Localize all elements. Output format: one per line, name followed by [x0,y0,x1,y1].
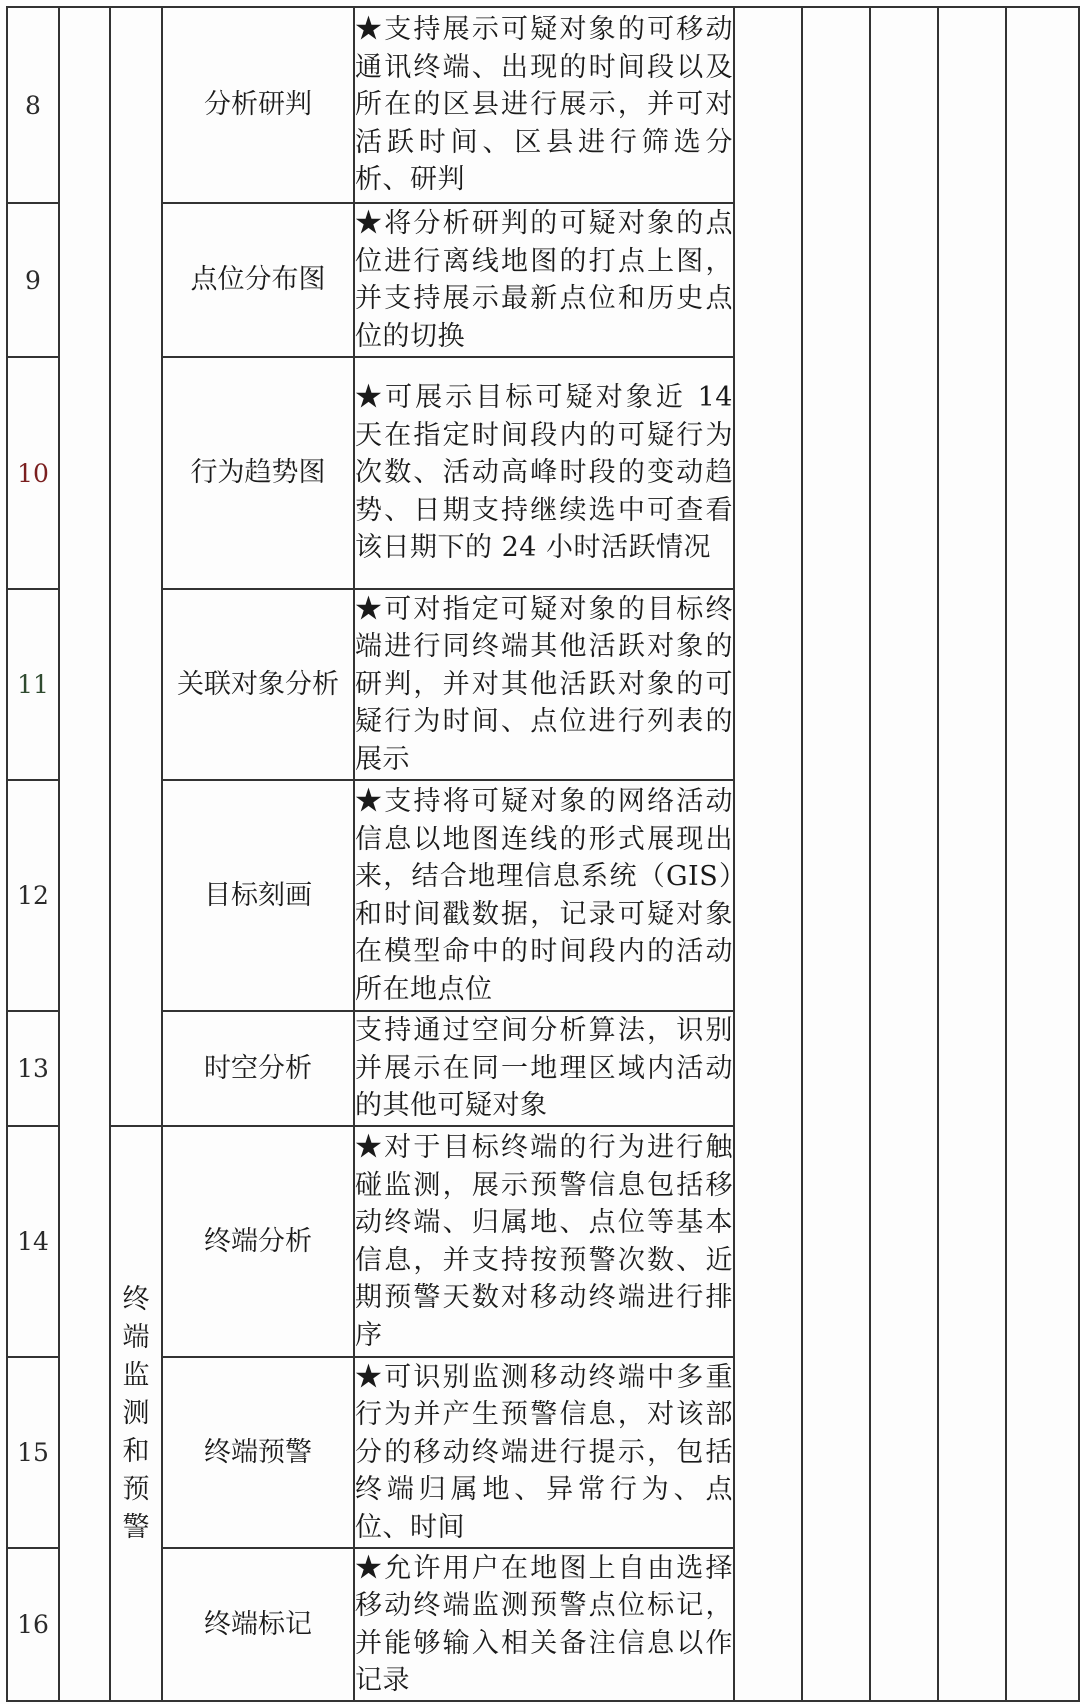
function-name: 终端分析 [162,1126,354,1357]
category-label: 终端监测和预警 [122,1283,150,1543]
row-number: 9 [7,203,59,357]
blank-column-1 [734,7,802,1701]
function-name: 时空分析 [162,1011,354,1126]
function-name: 行为趋势图 [162,357,354,589]
function-name: 终端预警 [162,1357,354,1548]
category-cell-secondary-blank [110,7,162,1126]
blank-column-4 [938,7,1006,1701]
row-number: 12 [7,780,59,1011]
function-description: ★可对指定可疑对象的目标终端进行同终端其他活跃对象的研判，并对其他活跃对象的可疑行为时间、点位进行列表的展示 [354,589,734,780]
function-description: ★将分析研判的可疑对象的点位进行离线地图的打点上图，并支持展示最新点位和历史点位的切换 [354,203,734,357]
row-number: 13 [7,1011,59,1126]
function-name: 终端标记 [162,1548,354,1701]
row-number: 14 [7,1126,59,1357]
row-number: 11 [7,589,59,780]
function-name: 点位分布图 [162,203,354,357]
function-description: ★对于目标终端的行为进行触碰监测，展示预警信息包括移动终端、归属地、点位等基本信息，并支持按预警次数、近期预警天数对移动终端进行排序 [354,1126,734,1357]
function-description: ★支持将可疑对象的网络活动信息以地图连线的形式展现出来，结合地理信息系统（GIS）和时间戳数据，记录可疑对象在模型命中的时间段内的活动所在地点位 [354,780,734,1011]
function-name: 关联对象分析 [162,589,354,780]
row-number: 8 [7,7,59,203]
function-name: 目标刻画 [162,780,354,1011]
function-description: ★支持展示可疑对象的可移动通讯终端、出现的时间段以及所在的区县进行展示，并可对活跃时间、区县进行筛选分析、研判 [354,7,734,203]
function-description: ★可展示目标可疑对象近 14 天在指定时间段内的可疑行为次数、活动高峰时段的变动趋势、日期支持继续选中可查看该日期下的 24 小时活跃情况 [354,357,734,589]
category-cell-primary [59,7,110,1701]
blank-column-5 [1006,7,1079,1701]
blank-column-3 [870,7,938,1701]
function-description: ★允许用户在地图上自由选择移动终端监测预警点位标记，并能够输入相关备注信息以作记录 [354,1548,734,1701]
function-description: ★可识别监测移动终端中多重行为并产生预警信息，对该部分的移动终端进行提示，包括终端归属地、异常行为、点位、时间 [354,1357,734,1548]
blank-column-2 [802,7,870,1701]
category-cell-terminal-monitoring [110,1126,162,1701]
row-number: 16 [7,1548,59,1701]
function-description: 支持通过空间分析算法，识别并展示在同一地理区域内活动的其他可疑对象 [354,1011,734,1126]
requirements-table [6,6,1080,1702]
row-number: 10 [7,357,59,589]
row-number: 15 [7,1357,59,1548]
table-row [7,7,1079,203]
function-name: 分析研判 [162,7,354,203]
